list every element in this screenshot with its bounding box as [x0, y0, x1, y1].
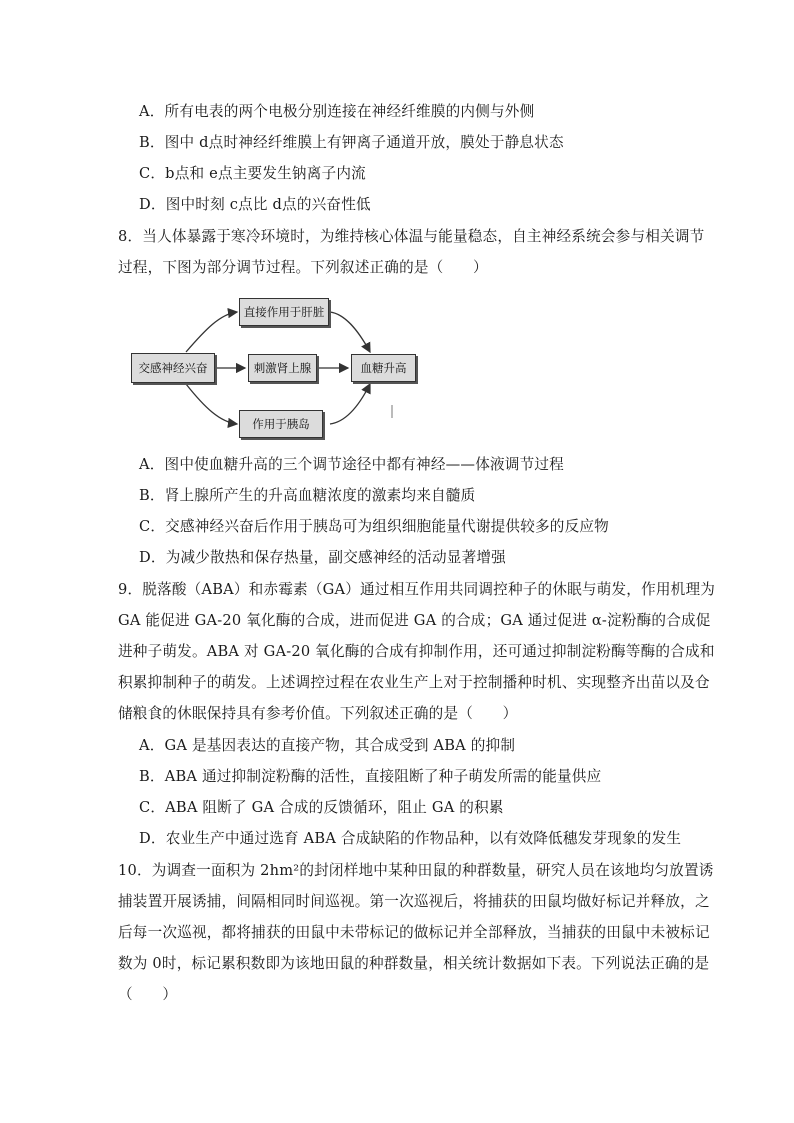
- q10-stem-line-5: （ ）: [118, 986, 178, 1003]
- diagram-node-blood-sugar: 血糖升高: [351, 354, 416, 382]
- q10-stem-line-4: 数为 0时，标记累积数即为该地田鼠的种群数量，相关统计数据如下表。下列说法正确的是: [118, 955, 710, 972]
- diagram-node-islet: 作用于胰岛: [239, 410, 323, 438]
- q7-option-a: A．所有电表的两个电极分别连接在神经纤维膜的内侧与外侧: [139, 103, 535, 120]
- q9-option-d: D．农业生产中通过选育 ABA 合成缺陷的作物品种，以有效降低穗发芽现象的发生: [139, 830, 682, 847]
- q10-stem-line-3: 后每一次巡视，都将捕获的田鼠中未带标记的做标记并全部释放，当捕获的田鼠中未被标记: [118, 924, 710, 941]
- q8-option-c: C．交感神经兴奋后作用于胰岛可为组织细胞能量代谢提供较多的反应物: [139, 518, 609, 535]
- q10-stem-line-2: 捕装置开展诱捕，间隔相同时间巡视。第一次巡视后，将捕获的田鼠均做好标记并释放，之: [118, 893, 710, 910]
- q9-stem-line-4: 积累抑制种子的萌发。上述调控过程在农业生产上对于控制播种时机、实现整齐出苗以及仓: [118, 674, 710, 691]
- q9-stem-line-3: 进种子萌发。ABA 对 GA-20 氧化酶的合成有抑制作用，还可通过抑制淀粉酶等酶的合成和: [118, 643, 715, 660]
- q7-option-c: C．b点和 e点主要发生钠离子内流: [139, 165, 366, 182]
- q9-stem-line-2: GA 能促进 GA-20 氧化酶的合成，进而促进 GA 的合成；GA 通过促进 α-淀粉酶的合成促: [118, 612, 711, 629]
- q8-stem-line-1: 8．当人体暴露于寒冷环境时，为维持核心体温与能量稳态，自主神经系统会参与相关调节: [118, 228, 705, 245]
- diagram-node-liver: 直接作用于肝脏: [239, 298, 329, 326]
- q9-option-a: A．GA 是基因表达的直接产物，其合成受到 ABA 的抑制: [139, 737, 516, 754]
- q7-option-b: B．图中 d点时神经纤维膜上有钾离子通道开放，膜处于静息状态: [139, 134, 564, 151]
- q9-option-b: B．ABA 通过抑制淀粉酶的活性，直接阻断了种子萌发所需的能量供应: [139, 768, 602, 785]
- q8-stem-line-2: 过程，下图为部分调节过程。下列叙述正确的是（ ）: [118, 259, 488, 276]
- q9-stem-line-5: 储粮食的休眠保持具有参考价值。下列叙述正确的是（ ）: [118, 705, 518, 722]
- q8-option-a: A．图中使血糖升高的三个调节途径中都有神经——体液调节过程: [139, 456, 564, 473]
- q8-option-d: D．为减少散热和保存热量，副交感神经的活动显著增强: [139, 549, 506, 566]
- q9-option-c: C．ABA 阻断了 GA 合成的反馈循环，阻止 GA 的积累: [139, 799, 504, 816]
- q7-option-d: D．图中时刻 c点比 d点的兴奋性低: [139, 196, 371, 213]
- q10-stem-line-1: 10．为调查一面积为 2hm²的封闭样地中某种田鼠的种群数量，研究人员在该地均匀放置诱: [118, 862, 714, 879]
- q8-option-b: B．肾上腺所产生的升高血糖浓度的激素均来自髓质: [139, 487, 476, 504]
- diagram-node-sympathetic: 交感神经兴奋: [131, 353, 215, 383]
- diagram-node-adrenal: 刺激肾上腺: [248, 354, 317, 382]
- q9-stem-line-1: 9．脱落酸（ABA）和赤霉素（GA）通过相互作用共同调控种子的休眠与萌发，作用机理为: [118, 581, 716, 598]
